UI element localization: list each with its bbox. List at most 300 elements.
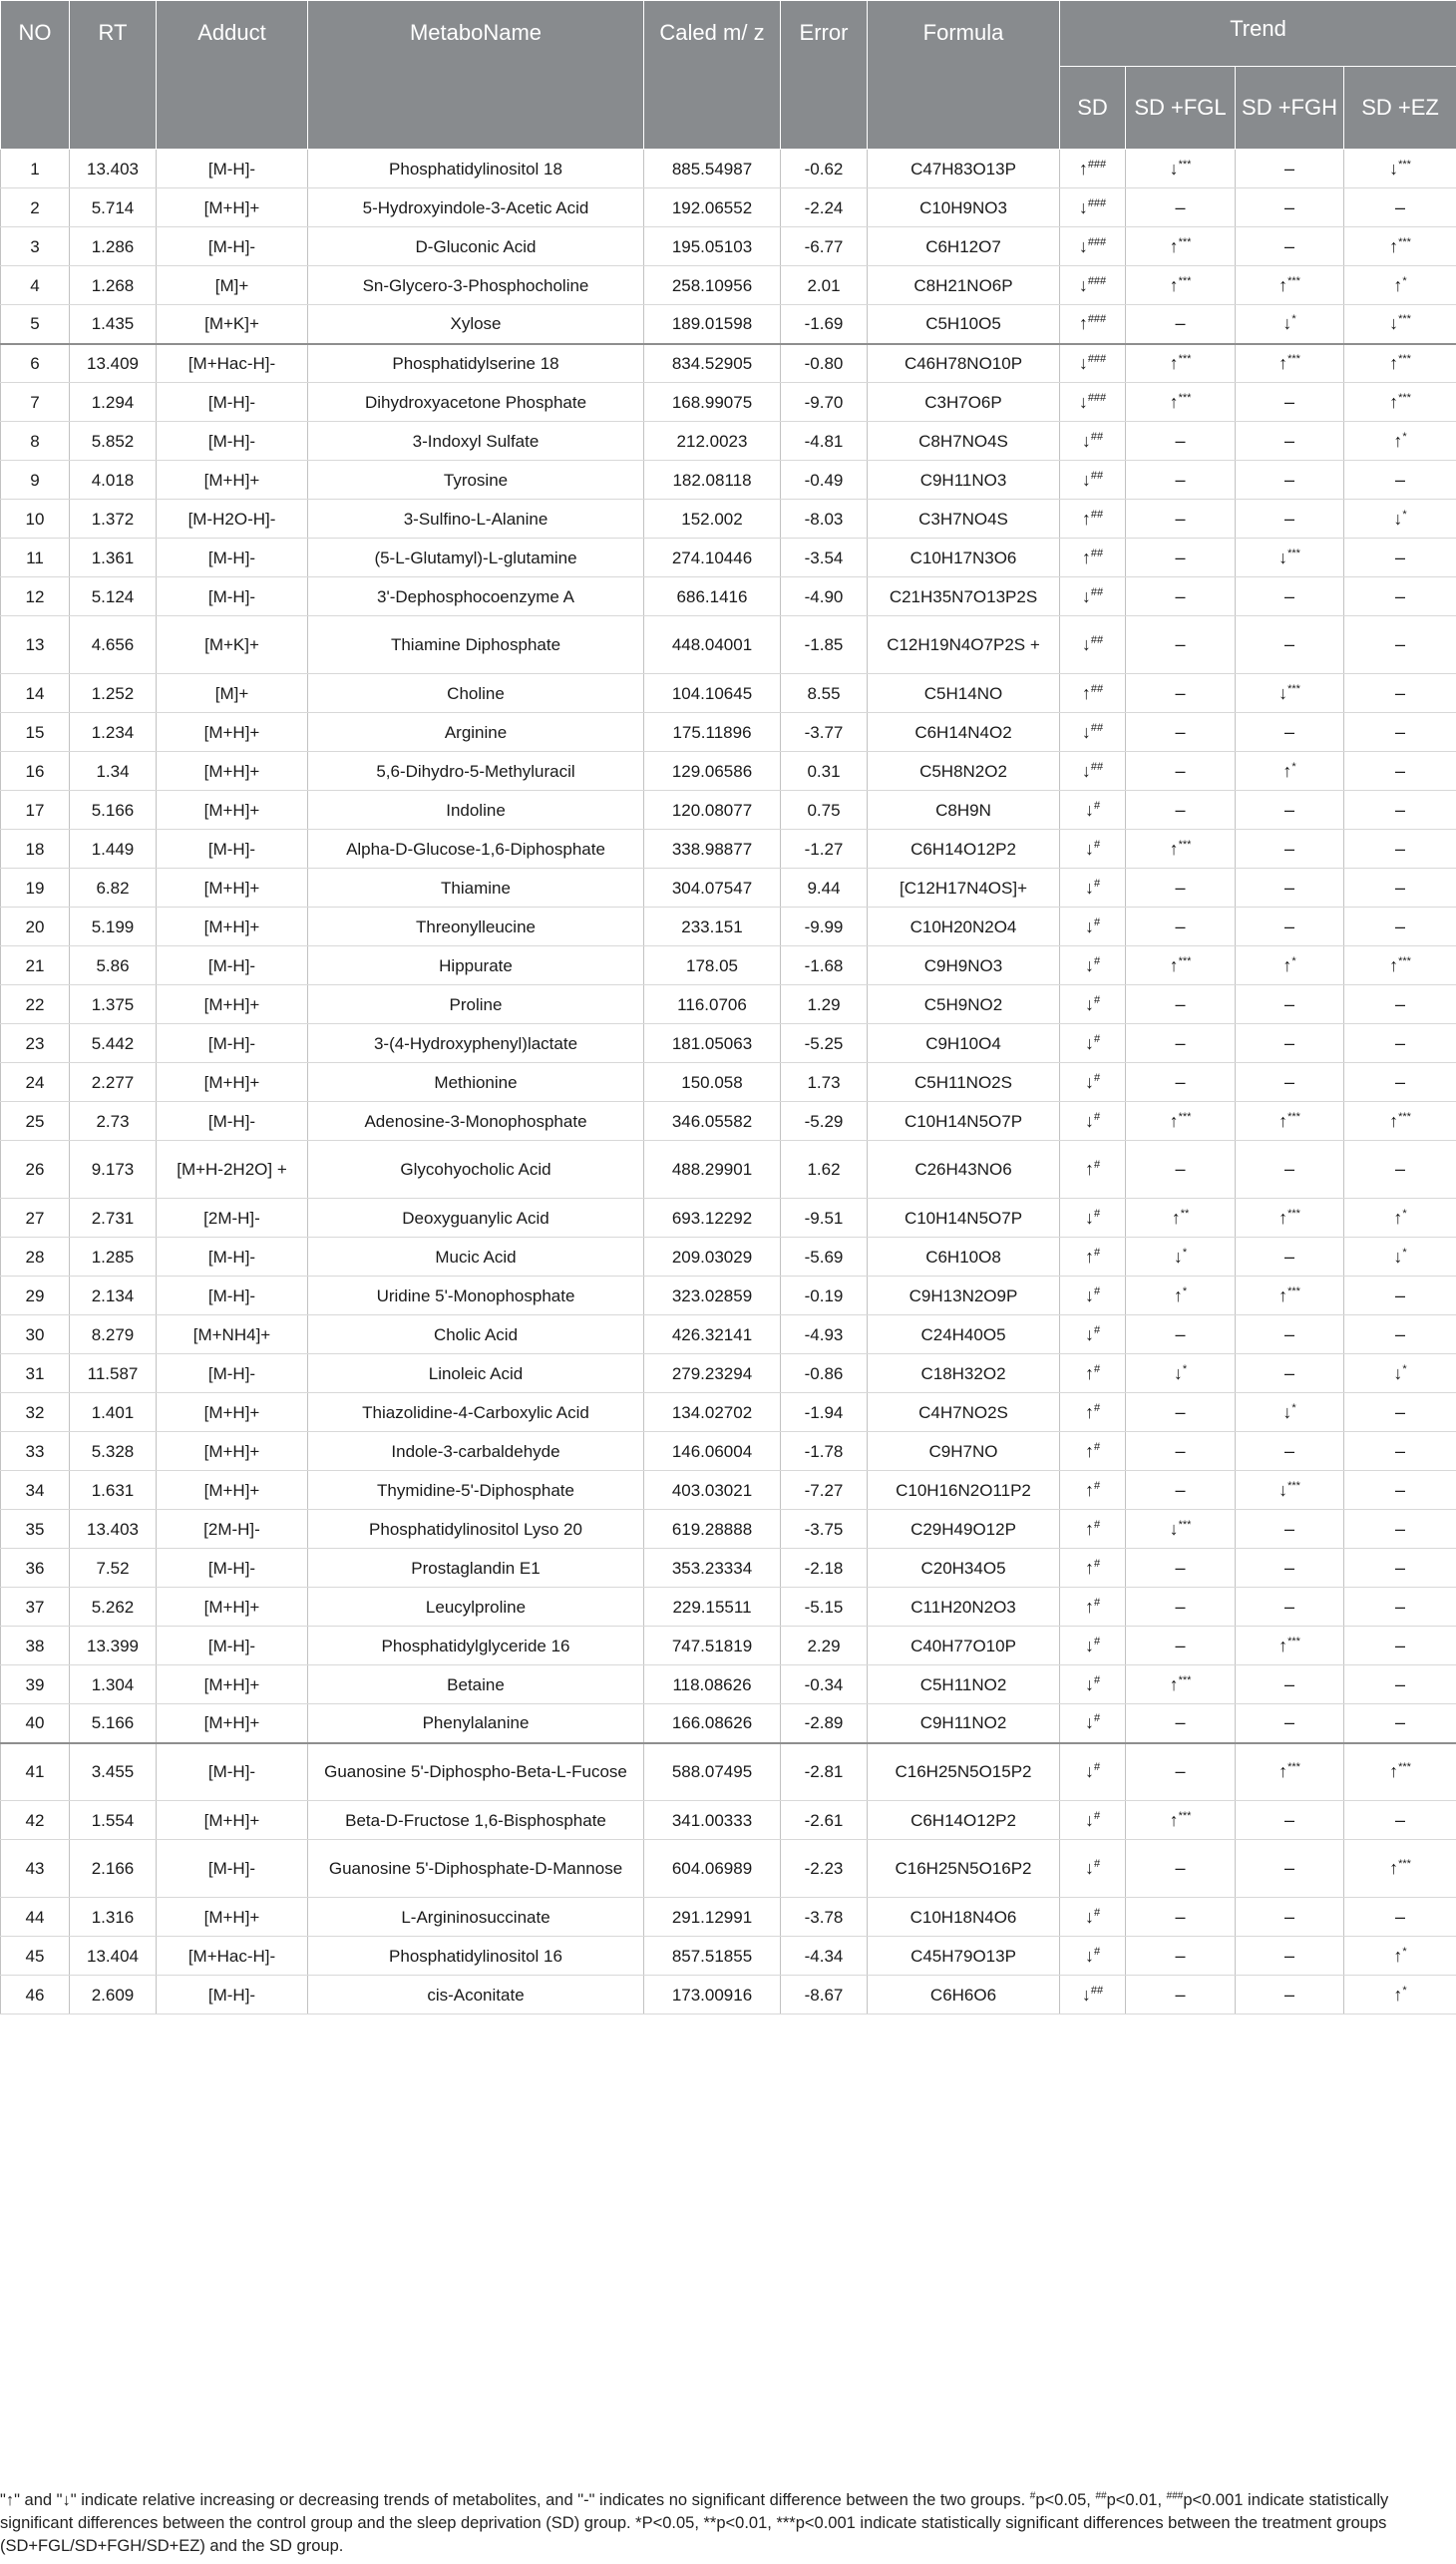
cell-mz: 885.54987 — [644, 150, 781, 188]
significance-mark: # — [1093, 1479, 1101, 1492]
trend-arrow: – — [1283, 634, 1294, 654]
cell-trend-sd-fgh — [1236, 383, 1344, 422]
cell-trend-sd-fgh — [1236, 869, 1344, 908]
cell-trend-sd-ez — [1344, 1665, 1456, 1704]
cell-no: 39 — [1, 1665, 70, 1704]
trend-arrow: – — [1395, 1032, 1406, 1053]
cell-trend-sd-ez — [1344, 908, 1456, 946]
cell-trend-sd-fgl — [1126, 266, 1236, 305]
cell-name: Guanosine 5'-Diphosphate-D-Mannose — [308, 1840, 644, 1898]
cell-trend-sd-fgl — [1126, 344, 1236, 383]
significance-mark: # — [1093, 1635, 1101, 1648]
table-row — [1, 985, 1456, 1024]
significance-mark: *** — [1398, 954, 1411, 967]
trend-arrow: – — [1395, 1440, 1406, 1461]
cell-no: 38 — [1, 1627, 70, 1665]
cell-error: -2.23 — [781, 1840, 868, 1898]
cell-rt: 1.554 — [70, 1801, 157, 1840]
cell-name: Linoleic Acid — [308, 1354, 644, 1393]
cell-trend-sd-ez — [1344, 1432, 1456, 1471]
trend-arrow: ↑ — [1278, 1761, 1288, 1782]
cell-adduct: [M+Hac-H]- — [157, 1937, 308, 1976]
cell-trend-sd-fgh — [1236, 150, 1344, 188]
cell-mz: 448.04001 — [644, 616, 781, 674]
cell-trend-sd-ez — [1344, 985, 1456, 1024]
trend-arrow: ↓ — [1084, 1635, 1094, 1655]
significance-mark: # — [1093, 1712, 1101, 1725]
cell-trend-sd-fgl — [1126, 305, 1236, 344]
cell-trend-sd — [1060, 1510, 1126, 1549]
significance-mark: # — [1093, 1673, 1101, 1686]
cell-rt: 2.134 — [70, 1277, 157, 1315]
cell-trend-sd — [1060, 1354, 1126, 1393]
cell-adduct: [M-H]- — [157, 830, 308, 869]
trend-arrow: ↓ — [1278, 682, 1288, 703]
cell-trend-sd-fgh — [1236, 1024, 1344, 1063]
cell-trend-sd-fgh — [1236, 1471, 1344, 1510]
cell-rt: 1.449 — [70, 830, 157, 869]
trend-arrow: ↑ — [1278, 1284, 1288, 1305]
cell-trend-sd-fgh — [1236, 461, 1344, 500]
cell-trend-sd-fgh — [1236, 1976, 1344, 2015]
cell-trend-sd-fgl — [1126, 752, 1236, 791]
cell-formula: C21H35N7O13P2S — [868, 577, 1060, 616]
cell-trend-sd-ez — [1344, 946, 1456, 985]
header-sd-ez: SD +EZ — [1344, 67, 1456, 150]
cell-trend-sd — [1060, 1937, 1126, 1976]
trend-arrow: ↑ — [1084, 1557, 1094, 1578]
cell-trend-sd-fgl — [1126, 1024, 1236, 1063]
cell-trend-sd — [1060, 344, 1126, 383]
significance-mark: *** — [1178, 954, 1192, 967]
significance-mark: # — [1093, 1557, 1101, 1570]
trend-arrow: ↑ — [1393, 1207, 1403, 1228]
trend-arrow: ↑ — [1169, 274, 1179, 295]
cell-trend-sd-fgh — [1236, 1277, 1344, 1315]
trend-arrow: – — [1395, 838, 1406, 859]
cell-name: Phosphatidylserine 18 — [308, 344, 644, 383]
trend-arrow: – — [1175, 1635, 1186, 1655]
cell-adduct: [M-H]- — [157, 1238, 308, 1277]
trend-arrow: – — [1175, 1858, 1186, 1878]
cell-formula: C3H7NO4S — [868, 500, 1060, 539]
trend-arrow: ↓ — [1169, 1518, 1179, 1539]
cell-error: -4.93 — [781, 1315, 868, 1354]
cell-no: 19 — [1, 869, 70, 908]
trend-arrow: ↑ — [1278, 1635, 1288, 1655]
footnote-text-1: p<0.05, — [1035, 2491, 1096, 2509]
cell-trend-sd-fgh — [1236, 791, 1344, 830]
cell-rt: 5.166 — [70, 1704, 157, 1743]
significance-mark: # — [1093, 1440, 1101, 1453]
cell-trend-sd-ez — [1344, 266, 1456, 305]
significance-mark: # — [1093, 1858, 1101, 1870]
cell-error: -1.85 — [781, 616, 868, 674]
cell-error: 9.44 — [781, 869, 868, 908]
trend-arrow: ↓ — [1282, 1401, 1292, 1422]
trend-arrow: ↓ — [1078, 391, 1088, 412]
cell-adduct: [M-H]- — [157, 1024, 308, 1063]
cell-trend-sd-ez — [1344, 752, 1456, 791]
significance-mark: # — [1093, 1284, 1101, 1297]
cell-trend-sd — [1060, 1024, 1126, 1063]
trend-arrow: ↑ — [1081, 547, 1091, 567]
trend-arrow: ↑ — [1171, 1207, 1181, 1228]
cell-formula: C9H7NO — [868, 1432, 1060, 1471]
cell-trend-sd-fgl — [1126, 1510, 1236, 1549]
table-row — [1, 1315, 1456, 1354]
table-row — [1, 1549, 1456, 1588]
footnote-sym-3: ### — [1166, 2490, 1184, 2502]
trend-arrow: – — [1175, 547, 1186, 567]
trend-arrow: ↓ — [1081, 721, 1091, 742]
cell-trend-sd-fgl — [1126, 1199, 1236, 1238]
cell-name: cis-Aconitate — [308, 1976, 644, 2015]
trend-arrow: ↓ — [1084, 1207, 1094, 1228]
cell-formula: C6H12O7 — [868, 227, 1060, 266]
cell-trend-sd — [1060, 1976, 1126, 2015]
cell-adduct: [M+H]+ — [157, 188, 308, 227]
significance-mark: # — [1093, 1596, 1101, 1609]
cell-adduct: [M+H]+ — [157, 1588, 308, 1627]
cell-trend-sd-fgh — [1236, 539, 1344, 577]
cell-trend-sd-fgl — [1126, 577, 1236, 616]
cell-trend-sd-fgh — [1236, 344, 1344, 383]
cell-name: Phosphatidylinositol 16 — [308, 1937, 644, 1976]
trend-arrow: – — [1175, 1712, 1186, 1733]
cell-trend-sd-fgl — [1126, 791, 1236, 830]
significance-mark: * — [1182, 1362, 1188, 1375]
trend-arrow: ↓ — [1084, 1673, 1094, 1694]
trend-arrow: ↑ — [1084, 1401, 1094, 1422]
cell-trend-sd-fgh — [1236, 1627, 1344, 1665]
cell-trend-sd — [1060, 1743, 1126, 1801]
cell-error: -4.90 — [781, 577, 868, 616]
trend-arrow: – — [1175, 1596, 1186, 1617]
cell-trend-sd — [1060, 908, 1126, 946]
trend-arrow: – — [1395, 196, 1406, 217]
cell-error: -8.03 — [781, 500, 868, 539]
table-row — [1, 1840, 1456, 1898]
cell-trend-sd — [1060, 1665, 1126, 1704]
cell-error: -3.78 — [781, 1898, 868, 1937]
cell-mz: 150.058 — [644, 1063, 781, 1102]
cell-formula: C10H18N4O6 — [868, 1898, 1060, 1937]
cell-mz: 120.08077 — [644, 791, 781, 830]
trend-arrow: – — [1175, 508, 1186, 529]
table-row — [1, 1743, 1456, 1801]
cell-name: D-Gluconic Acid — [308, 227, 644, 266]
cell-trend-sd-ez — [1344, 422, 1456, 461]
trend-arrow: ↑ — [1169, 1110, 1179, 1131]
cell-name: Thiamine — [308, 869, 644, 908]
trend-arrow: – — [1175, 682, 1186, 703]
trend-arrow: – — [1175, 1906, 1186, 1927]
trend-arrow: – — [1395, 1159, 1406, 1179]
cell-mz: 426.32141 — [644, 1315, 781, 1354]
cell-formula: C5H11NO2S — [868, 1063, 1060, 1102]
trend-arrow: – — [1283, 585, 1294, 606]
cell-no: 3 — [1, 227, 70, 266]
cell-name: Glycohyocholic Acid — [308, 1141, 644, 1199]
table-row — [1, 1141, 1456, 1199]
table-row — [1, 1024, 1456, 1063]
table-row — [1, 1510, 1456, 1549]
trend-arrow: ↓ — [1078, 235, 1088, 256]
cell-trend-sd-fgl — [1126, 616, 1236, 674]
cell-rt: 2.166 — [70, 1840, 157, 1898]
cell-trend-sd — [1060, 577, 1126, 616]
cell-error: -5.29 — [781, 1102, 868, 1141]
cell-trend-sd-fgh — [1236, 752, 1344, 791]
trend-arrow: – — [1283, 1362, 1294, 1383]
significance-mark: *** — [1398, 158, 1411, 171]
cell-error: -3.77 — [781, 713, 868, 752]
cell-error: -0.80 — [781, 344, 868, 383]
significance-mark: # — [1093, 877, 1101, 890]
cell-trend-sd-fgl — [1126, 1627, 1236, 1665]
cell-mz: 178.05 — [644, 946, 781, 985]
cell-formula: C9H11NO3 — [868, 461, 1060, 500]
cell-trend-sd — [1060, 1199, 1126, 1238]
cell-error: -2.18 — [781, 1549, 868, 1588]
trend-arrow: – — [1283, 1032, 1294, 1053]
table-row — [1, 946, 1456, 985]
table-row — [1, 1393, 1456, 1432]
cell-no: 7 — [1, 383, 70, 422]
table-row — [1, 188, 1456, 227]
cell-name: Phosphatidylinositol 18 — [308, 150, 644, 188]
cell-mz: 152.002 — [644, 500, 781, 539]
cell-mz: 229.15511 — [644, 1588, 781, 1627]
cell-trend-sd-fgh — [1236, 1801, 1344, 1840]
trend-arrow: – — [1283, 469, 1294, 490]
cell-name: Threonylleucine — [308, 908, 644, 946]
cell-adduct: [M-H]- — [157, 227, 308, 266]
cell-mz: 619.28888 — [644, 1510, 781, 1549]
cell-mz: 168.99075 — [644, 383, 781, 422]
trend-arrow: – — [1175, 1984, 1186, 2005]
cell-error: -2.89 — [781, 1704, 868, 1743]
cell-adduct: [M+K]+ — [157, 305, 308, 344]
trend-arrow: – — [1175, 1323, 1186, 1344]
trend-arrow: – — [1283, 1323, 1294, 1344]
cell-name: Indoline — [308, 791, 644, 830]
significance-mark: * — [1402, 1362, 1407, 1375]
table-row — [1, 1432, 1456, 1471]
cell-trend-sd-fgh — [1236, 1354, 1344, 1393]
trend-arrow: – — [1283, 508, 1294, 529]
table-row — [1, 461, 1456, 500]
cell-trend-sd-ez — [1344, 1024, 1456, 1063]
trend-arrow: ↑ — [1389, 352, 1399, 373]
significance-mark: ## — [1090, 721, 1104, 734]
cell-trend-sd-ez — [1344, 1199, 1456, 1238]
trend-arrow: – — [1395, 1401, 1406, 1422]
trend-arrow: ↑ — [1393, 1984, 1403, 2005]
cell-formula: C10H9NO3 — [868, 188, 1060, 227]
header-metabo-name: MetaboName — [308, 1, 644, 150]
cell-no: 29 — [1, 1277, 70, 1315]
footnote-text-2: p<0.01, — [1106, 2491, 1167, 2509]
header-no: NO — [1, 1, 70, 150]
cell-trend-sd — [1060, 1627, 1126, 1665]
trend-arrow: – — [1175, 469, 1186, 490]
trend-arrow: – — [1175, 1159, 1186, 1179]
header-sd-fgl: SD +FGL — [1126, 67, 1236, 150]
cell-formula: C5H10O5 — [868, 305, 1060, 344]
trend-arrow: – — [1395, 469, 1406, 490]
trend-arrow: – — [1395, 1323, 1406, 1344]
cell-trend-sd — [1060, 830, 1126, 869]
trend-arrow: – — [1283, 196, 1294, 217]
cell-error: -0.86 — [781, 1354, 868, 1393]
cell-trend-sd-fgl — [1126, 383, 1236, 422]
trend-arrow: – — [1395, 1635, 1406, 1655]
cell-no: 12 — [1, 577, 70, 616]
trend-arrow: ↓ — [1389, 313, 1399, 334]
cell-name: 3-Sulfino-L-Alanine — [308, 500, 644, 539]
cell-adduct: [M-H]- — [157, 1549, 308, 1588]
cell-trend-sd-fgh — [1236, 1743, 1344, 1801]
trend-arrow: ↑ — [1389, 1858, 1399, 1878]
trend-arrow: ↑ — [1169, 352, 1179, 373]
cell-no: 17 — [1, 791, 70, 830]
significance-mark: # — [1093, 1401, 1101, 1414]
significance-mark: *** — [1287, 547, 1300, 559]
header-adduct: Adduct — [157, 1, 308, 150]
cell-name: Guanosine 5'-Diphospho-Beta-L-Fucose — [308, 1743, 644, 1801]
significance-mark: # — [1093, 838, 1101, 851]
cell-mz: 134.02702 — [644, 1393, 781, 1432]
cell-mz: 747.51819 — [644, 1627, 781, 1665]
cell-error: -1.94 — [781, 1393, 868, 1432]
cell-no: 8 — [1, 422, 70, 461]
table-row — [1, 1937, 1456, 1976]
significance-mark: * — [1182, 1246, 1188, 1259]
cell-rt: 5.86 — [70, 946, 157, 985]
cell-adduct: [M-H]- — [157, 150, 308, 188]
cell-mz: 192.06552 — [644, 188, 781, 227]
cell-adduct: [M-H]- — [157, 1627, 308, 1665]
cell-adduct: [M-H]- — [157, 539, 308, 577]
cell-mz: 258.10956 — [644, 266, 781, 305]
cell-mz: 403.03021 — [644, 1471, 781, 1510]
significance-mark: ### — [1087, 274, 1107, 287]
significance-mark: # — [1093, 916, 1101, 928]
cell-trend-sd-fgh — [1236, 1393, 1344, 1432]
significance-mark: *** — [1287, 352, 1300, 365]
cell-rt: 9.173 — [70, 1141, 157, 1199]
cell-formula: C10H17N3O6 — [868, 539, 1060, 577]
trend-arrow: – — [1175, 1761, 1186, 1782]
cell-trend-sd — [1060, 946, 1126, 985]
cell-no: 30 — [1, 1315, 70, 1354]
trend-arrow: ↑ — [1282, 954, 1292, 975]
cell-trend-sd-fgl — [1126, 1743, 1236, 1801]
cell-adduct: [M+H]+ — [157, 752, 308, 791]
table-row — [1, 305, 1456, 344]
trend-arrow: ↑ — [1278, 352, 1288, 373]
significance-mark: ### — [1087, 196, 1107, 209]
cell-trend-sd — [1060, 869, 1126, 908]
trend-arrow: – — [1175, 1479, 1186, 1500]
cell-name: 3'-Dephosphocoenzyme A — [308, 577, 644, 616]
cell-mz: 116.0706 — [644, 985, 781, 1024]
cell-adduct: [M+H]+ — [157, 713, 308, 752]
cell-trend-sd-fgl — [1126, 908, 1236, 946]
cell-trend-sd — [1060, 539, 1126, 577]
significance-mark: * — [1402, 1207, 1407, 1220]
cell-mz: 166.08626 — [644, 1704, 781, 1743]
table-row — [1, 422, 1456, 461]
cell-trend-sd-ez — [1344, 1315, 1456, 1354]
cell-mz: 588.07495 — [644, 1743, 781, 1801]
cell-mz: 279.23294 — [644, 1354, 781, 1393]
trend-arrow: ↑ — [1169, 391, 1179, 412]
cell-trend-sd-fgl — [1126, 1898, 1236, 1937]
cell-error: -0.34 — [781, 1665, 868, 1704]
cell-trend-sd-fgl — [1126, 713, 1236, 752]
trend-arrow: – — [1283, 1246, 1294, 1267]
cell-name: Hippurate — [308, 946, 644, 985]
cell-no: 31 — [1, 1354, 70, 1393]
table-row — [1, 1277, 1456, 1315]
trend-arrow: ↓ — [1084, 1906, 1094, 1927]
trend-arrow: – — [1283, 1557, 1294, 1578]
trend-arrow: – — [1175, 1945, 1186, 1966]
significance-mark: *** — [1287, 1110, 1300, 1123]
cell-mz: 129.06586 — [644, 752, 781, 791]
trend-arrow: – — [1395, 1479, 1406, 1500]
cell-trend-sd-fgh — [1236, 1588, 1344, 1627]
significance-mark: ** — [1180, 1207, 1190, 1220]
trend-arrow: – — [1175, 799, 1186, 820]
cell-trend-sd-ez — [1344, 1277, 1456, 1315]
trend-arrow: ↑ — [1084, 1596, 1094, 1617]
significance-mark: ### — [1087, 313, 1107, 326]
cell-trend-sd — [1060, 1898, 1126, 1937]
cell-no: 36 — [1, 1549, 70, 1588]
cell-no: 15 — [1, 713, 70, 752]
trend-arrow: ↑ — [1078, 313, 1088, 334]
cell-trend-sd-fgh — [1236, 674, 1344, 713]
cell-trend-sd — [1060, 616, 1126, 674]
cell-rt: 4.656 — [70, 616, 157, 674]
table-header — [1, 1, 1456, 150]
cell-mz: 353.23334 — [644, 1549, 781, 1588]
cell-trend-sd-fgh — [1236, 1432, 1344, 1471]
cell-mz: 209.03029 — [644, 1238, 781, 1277]
trend-arrow: ↓ — [1084, 799, 1094, 820]
significance-mark: * — [1402, 274, 1407, 287]
significance-mark: # — [1093, 1071, 1101, 1084]
significance-mark: ## — [1090, 508, 1104, 521]
cell-formula: [C12H17N4OS]+ — [868, 869, 1060, 908]
cell-error: -0.19 — [781, 1277, 868, 1315]
significance-mark: ## — [1090, 585, 1104, 598]
cell-trend-sd-ez — [1344, 1354, 1456, 1393]
trend-arrow: ↓ — [1078, 352, 1088, 373]
cell-name: Phenylalanine — [308, 1704, 644, 1743]
cell-trend-sd — [1060, 188, 1126, 227]
cell-trend-sd-fgl — [1126, 1432, 1236, 1471]
cell-trend-sd-fgl — [1126, 500, 1236, 539]
cell-name: Proline — [308, 985, 644, 1024]
table-row — [1, 227, 1456, 266]
trend-arrow: ↑ — [1278, 274, 1288, 295]
cell-trend-sd — [1060, 1393, 1126, 1432]
